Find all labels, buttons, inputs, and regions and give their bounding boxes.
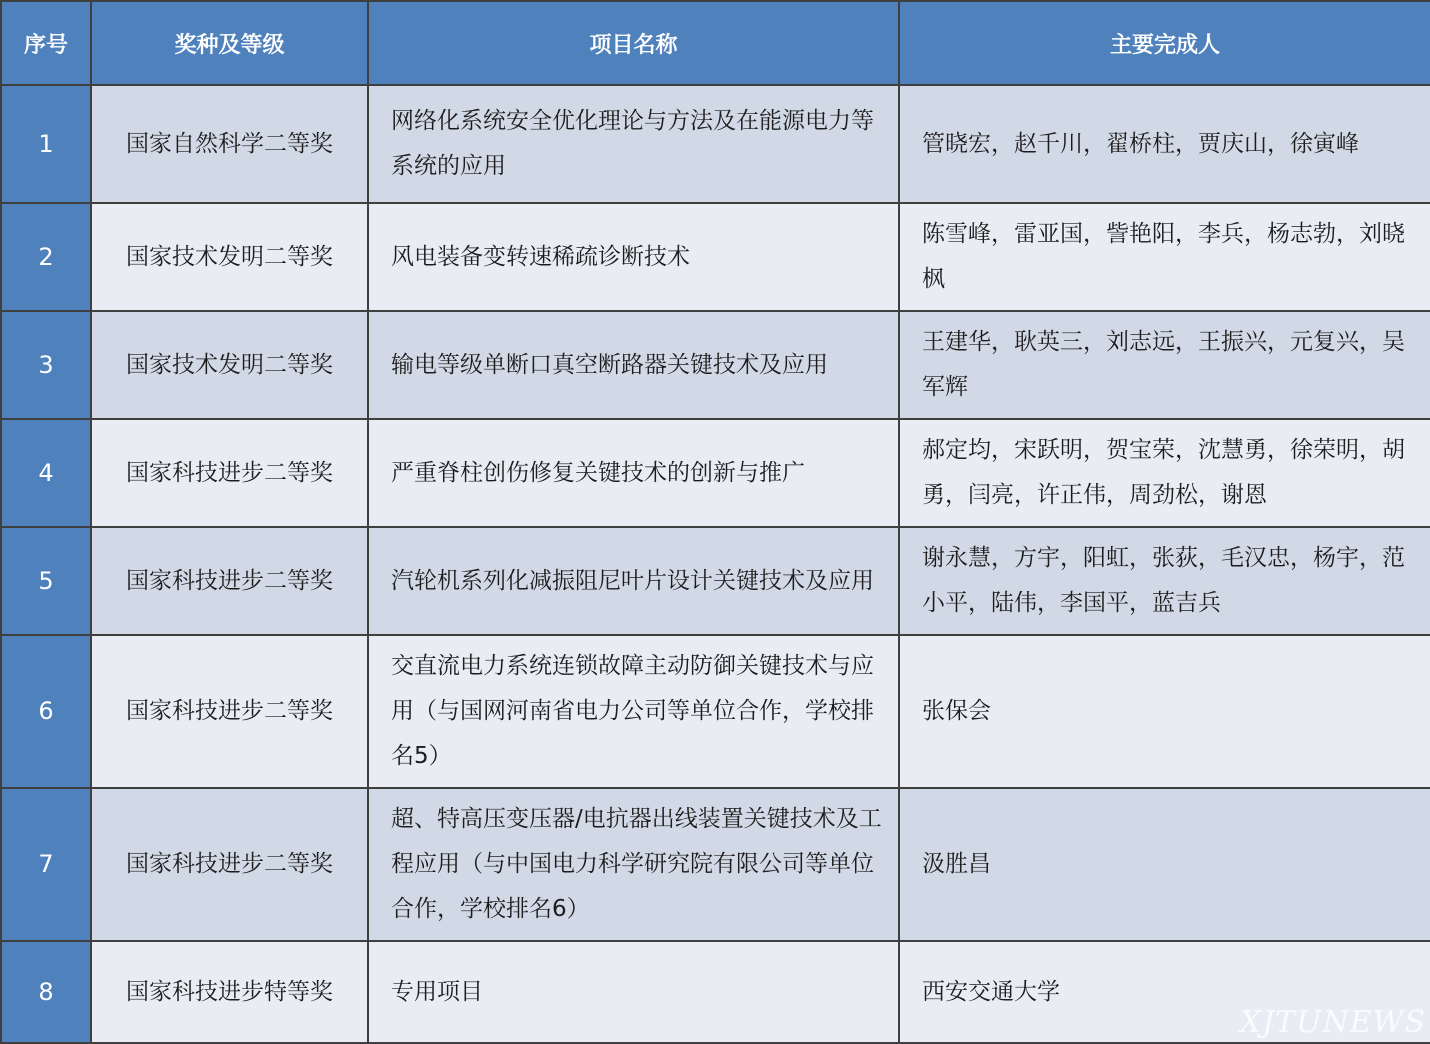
row-project: 风电装备变转速稀疏诊断技术 — [368, 203, 899, 311]
row-index: 8 — [1, 941, 91, 1043]
header-row — [1, 1, 1430, 85]
row-people: 汲胜昌 — [899, 788, 1430, 941]
row-people: 王建华，耿英三，刘志远，王振兴，元复兴，吴军辉 — [899, 311, 1430, 419]
row-index: 4 — [1, 419, 91, 527]
row-award: 国家科技进步二等奖 — [91, 527, 368, 635]
table-row — [1, 941, 1430, 1043]
row-award: 国家科技进步特等奖 — [91, 941, 368, 1043]
row-project: 网络化系统安全优化理论与方法及在能源电力等系统的应用 — [368, 85, 899, 203]
row-index: 7 — [1, 788, 91, 941]
row-award: 国家技术发明二等奖 — [91, 311, 368, 419]
row-project: 输电等级单断口真空断路器关键技术及应用 — [368, 311, 899, 419]
row-project: 汽轮机系列化减振阻尼叶片设计关键技术及应用 — [368, 527, 899, 635]
watermark: XJTUNEWS — [1239, 1005, 1426, 1040]
table-row — [1, 203, 1430, 311]
row-project: 严重脊柱创伤修复关键技术的创新与推广 — [368, 419, 899, 527]
header-people: 主要完成人 — [899, 1, 1430, 85]
table-row — [1, 419, 1430, 527]
row-people: 郝定均，宋跃明，贺宝荣，沈慧勇，徐荣明，胡勇，闫亮，许正伟，周劲松，谢恩 — [899, 419, 1430, 527]
row-people: 陈雪峰，雷亚国，訾艳阳，李兵，杨志勃，刘晓枫 — [899, 203, 1430, 311]
table-row — [1, 788, 1430, 941]
header-project: 项目名称 — [368, 1, 899, 85]
row-award: 国家科技进步二等奖 — [91, 419, 368, 527]
row-people: 西安交通大学 — [899, 941, 1430, 1043]
row-award: 国家自然科学二等奖 — [91, 85, 368, 203]
table-row — [1, 85, 1430, 203]
row-people: 张保会 — [899, 635, 1430, 788]
row-project: 超、特高压变压器/电抗器出线装置关键技术及工程应用（与中国电力科学研究院有限公司等单位合作，学校排名6） — [368, 788, 899, 941]
row-people: 管晓宏，赵千川，翟桥柱，贾庆山，徐寅峰 — [899, 85, 1430, 203]
row-index: 1 — [1, 85, 91, 203]
row-index: 5 — [1, 527, 91, 635]
header-index: 序号 — [1, 1, 91, 85]
row-index: 6 — [1, 635, 91, 788]
row-award: 国家科技进步二等奖 — [91, 788, 368, 941]
row-award: 国家科技进步二等奖 — [91, 635, 368, 788]
table-row — [1, 635, 1430, 788]
row-project: 交直流电力系统连锁故障主动防御关键技术与应用（与国网河南省电力公司等单位合作，学校排名5） — [368, 635, 899, 788]
row-index: 2 — [1, 203, 91, 311]
row-index: 3 — [1, 311, 91, 419]
header-award: 奖种及等级 — [91, 1, 368, 85]
row-project: 专用项目 — [368, 941, 899, 1043]
table-row — [1, 527, 1430, 635]
row-people: 谢永慧，方宇，阳虹，张荻，毛汉忠，杨宇，范小平，陆伟，李国平，蓝吉兵 — [899, 527, 1430, 635]
table-row — [1, 311, 1430, 419]
row-award: 国家技术发明二等奖 — [91, 203, 368, 311]
